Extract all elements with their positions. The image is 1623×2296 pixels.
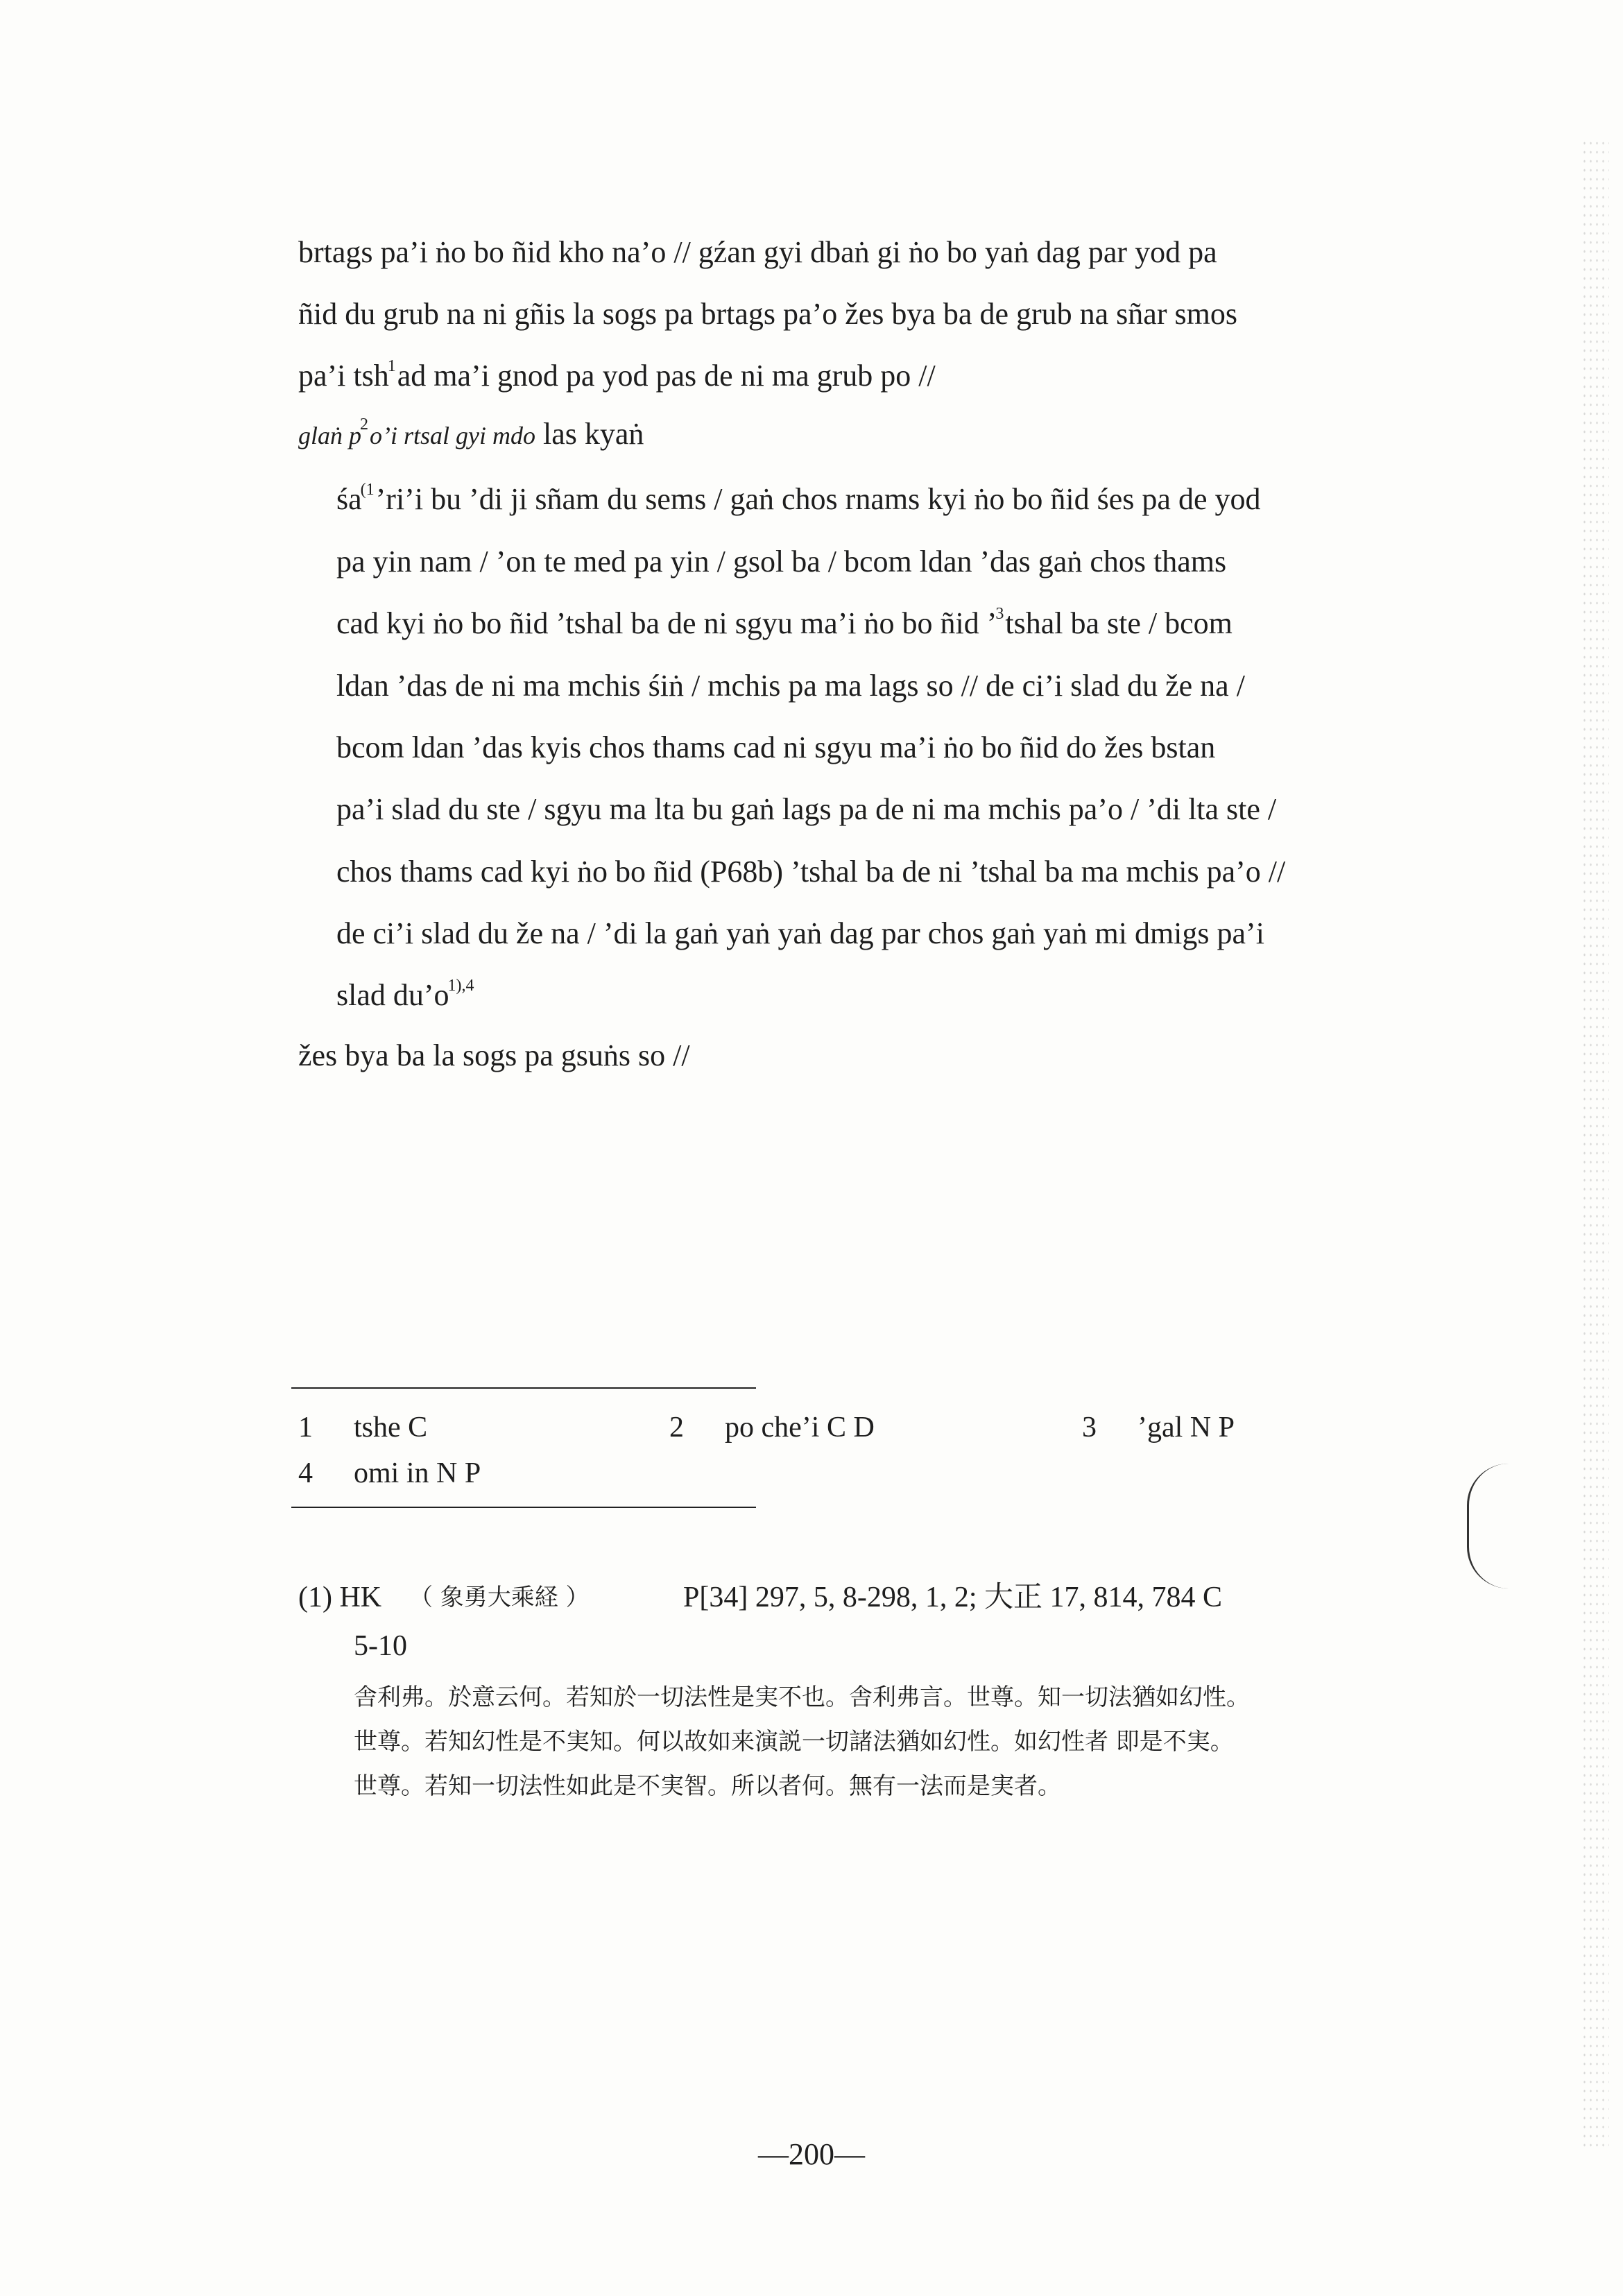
source-note-label: (1) HK (298, 1582, 382, 1613)
quoted-line: pa’i slad du ste / sgyu ma lta bu gaṅ lags pa de ni ma mchis pa’o / ’di lta ste / (336, 792, 1277, 826)
text-line: žes bya ba la sogs pa gsuṅs so // (298, 1038, 690, 1072)
variant-reading: po che’i C D (725, 1412, 875, 1443)
footnote-marker: 3 (995, 605, 1004, 623)
variant-number: 3 (1082, 1412, 1097, 1443)
text-line: ñid du grub na ni gñis la sogs pa brtags pa’o žes bya ba de grub na sñar smos (298, 297, 1237, 331)
chinese-parallel-line: 舎利弗。於意云何。若知於一切法性是実不也。舎利弗言。世尊。知一切法猶如幻性。 (354, 1684, 1250, 1711)
variant-reading: omi in N P (354, 1457, 481, 1489)
text-line: pa’i tsh$^1$ad ma’i gnod pa yod pas de ni ma grub po // (298, 357, 936, 393)
footnote-marker: 1),4 (447, 977, 474, 995)
margin-bracket (1467, 1464, 1518, 1588)
text-line: brtags pa’i ṅo bo ñid kho na’o // gźan gyi dbaṅ gi ṅo bo yaṅ dag par yod pa (298, 235, 1217, 269)
quoted-line: $śa^{(1}’ri’i$ bu ’di ji sñam du sems / gaṅ chos rnams kyi ṅo bo ñid śes pa de yod (336, 481, 1261, 516)
quoted-line: de ci’i slad du že na / ’di la gaṅ yaṅ yaṅ dag par chos gaṅ yaṅ mi dmigs pa’i (336, 916, 1264, 950)
source-note-reference: P[34] 297, 5, 8-298, 1, 2; 大正 17, 814, 784 C (683, 1582, 1223, 1613)
footnote-marker: 1 (387, 357, 396, 375)
source-note-reference-cont: 5-10 (354, 1630, 407, 1662)
variant-reading: tshe C (354, 1412, 428, 1443)
variant-number: 1 (298, 1412, 313, 1443)
quoted-line: chos thams cad kyi ṅo bo ñid (P68b) ’tshal ba de ni ’tshal ba ma mchis pa’o // (336, 855, 1286, 889)
quoted-line: pa yin nam / ’on te med pa yin / gsol ba / bcom ldan ’das gaṅ chos thams (336, 545, 1227, 579)
chinese-parallel-line: 世尊。若知一切法性如此是不実智。所以者何。無有一法而是実者。 (354, 1772, 1061, 1800)
variant-number: 4 (298, 1457, 313, 1489)
variants-rule-bottom (291, 1507, 756, 1508)
source-note-title: （ 象勇大乘経 ） (409, 1584, 590, 1611)
quoted-line: bcom ldan ’das kyis chos thams cad ni sgyu ma’i ṅo bo ñid do žes bstan (336, 730, 1216, 764)
footnote-marker: 2 (360, 415, 369, 434)
variants-rule-top (291, 1387, 756, 1389)
sutra-title-line: glaṅ $p^2o’i$ rtsal gyi mdo las kyaṅ (298, 415, 644, 451)
chinese-parallel-line: 世尊。若知幻性是不実知。何以故如来演説一切諸法猶如幻性。如幻性者 即是不実。 (354, 1728, 1234, 1756)
variant-number: 2 (669, 1412, 684, 1443)
page-number: —200— (758, 2137, 865, 2171)
quoted-line: slad $du’o^{1),4}$ (336, 977, 474, 1012)
quoted-line: ldan ’das de ni ma mchis śiṅ / mchis pa ma lags so // de ci’i slad du že na / (336, 669, 1245, 703)
variant-reading: ’gal N P (1137, 1412, 1235, 1443)
quoted-line: cad kyi ṅo bo ñid ’tshal ba de ni sgyu ma’i ṅo bo ñid ’$^3$tshal ba ste / bcom (336, 605, 1233, 640)
scan-noise (1581, 139, 1609, 2150)
reference-marker: (1 (360, 481, 375, 499)
